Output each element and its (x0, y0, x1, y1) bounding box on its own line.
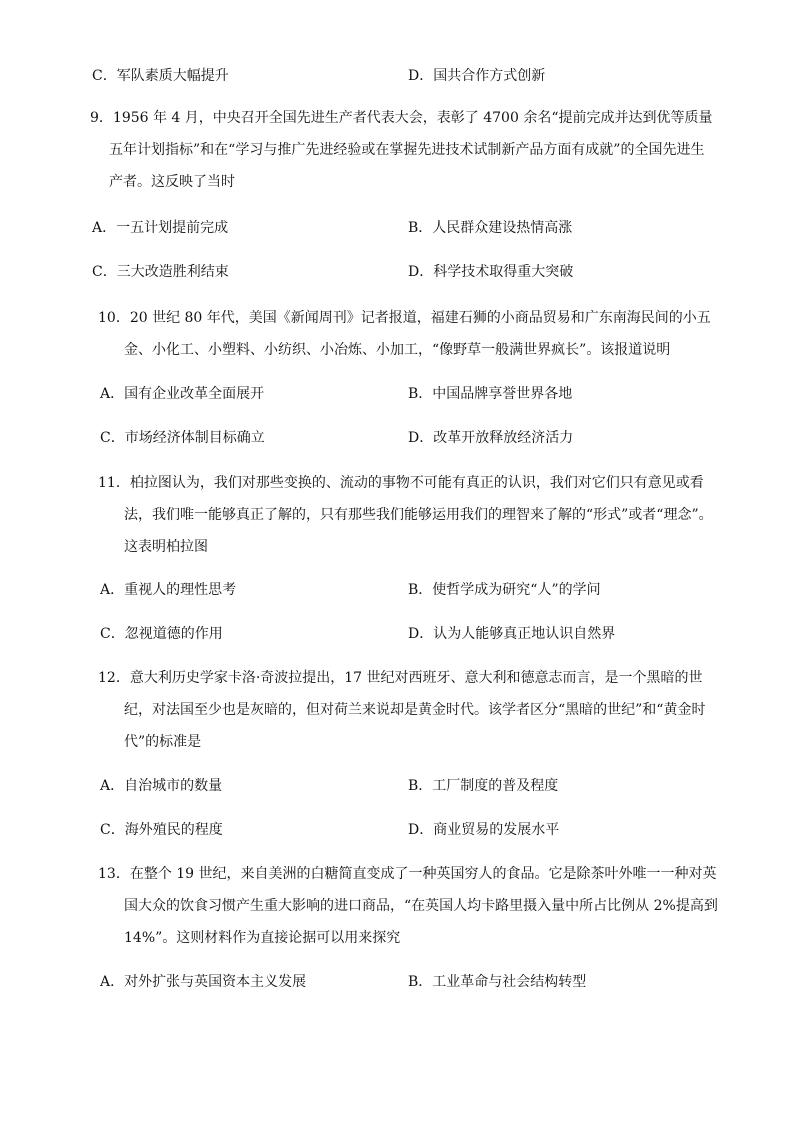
q9-option-d[interactable]: D．科学技术取得重大突破 (408, 264, 574, 280)
q9-option-b[interactable]: B．人民群众建设热情高涨 (408, 220, 573, 236)
q11-option-a[interactable]: A．重视人的理性思考 (100, 582, 237, 598)
q10-option-b[interactable]: B．中国品牌享誉世界各地 (408, 386, 573, 402)
q11-option-b[interactable]: B．使哲学成为研究“人”的学问 (408, 582, 601, 598)
q13-stem: 13．在整个 19 世纪，来自美洲的白糖简直变成了一种英国穷人的食品。它是除茶叶外唯一一种对英国大众的饮食习惯产生重大影响的进口商品，“在英国人均卡路里摄入量中所占比例从 2%提高到 14%”。这则材料作为直接论据可以用来探究 (98, 866, 718, 946)
q8-option-c[interactable]: C．军队素质大幅提升 (92, 68, 229, 84)
q9-option-a[interactable]: A．一五计划提前完成 (92, 220, 229, 236)
q11-stem: 11．柏拉图认为，我们对那些变换的、流动的事物不可能有真正的认识，我们对它们只有意见或看法，我们唯一能够真正了解的，只有那些我们能够运用我们的理智来了解的“形式”或者“理念”。这表明柏拉图 (98, 475, 713, 555)
q9-option-c[interactable]: C．三大改造胜利结束 (92, 264, 229, 280)
q8-option-d[interactable]: D．国共合作方式创新 (408, 68, 546, 84)
q13-option-a[interactable]: A．对外扩张与英国资本主义发展 (100, 974, 307, 990)
q9-stem: 9．1956 年 4 月，中央召开全国先进生产者代表大会，表彰了 4700 余名“提前完成并达到优等质量五年计划指标”和在“学习与推广先进经验或在掌握先进技术试制新产品方面有成就”的全国先进生产者。这反映了当时 (90, 110, 713, 190)
q10-option-a[interactable]: A．国有企业改革全面展开 (100, 386, 265, 402)
q12-option-a[interactable]: A．自治城市的数量 (100, 778, 223, 794)
q10-stem: 10．20 世纪 80 年代，美国《新闻周刊》记者报道，福建石狮的小商品贸易和广东南海民间的小五金、小化工、小塑料、小纺织、小冶炼、小加工，“像野草一般满世界疯长”。该报道说明 (98, 310, 711, 358)
q13-option-b[interactable]: B．工业革命与社会结构转型 (408, 974, 587, 990)
q10-option-c[interactable]: C．市场经济体制目标确立 (100, 430, 265, 446)
q12-stem: 12．意大利历史学家卡洛·奇波拉提出，17 世纪对西班牙、意大利和德意志而言，是一个黑暗的世纪，对法国至少也是灰暗的，但对荷兰来说却是黄金时代。该学者区分“黑暗的世纪”和“黄金时代”的标准是 (98, 670, 706, 750)
q12-option-b[interactable]: B．工厂制度的普及程度 (408, 778, 559, 794)
q11-option-d[interactable]: D．认为人能够真正地认识自然界 (408, 626, 616, 642)
q11-option-c[interactable]: C．忽视道德的作用 (100, 626, 223, 642)
q12-option-c[interactable]: C．海外殖民的程度 (100, 822, 223, 838)
q12-option-d[interactable]: D．商业贸易的发展水平 (408, 822, 560, 838)
q10-option-d[interactable]: D．改革开放释放经济活力 (408, 430, 574, 446)
